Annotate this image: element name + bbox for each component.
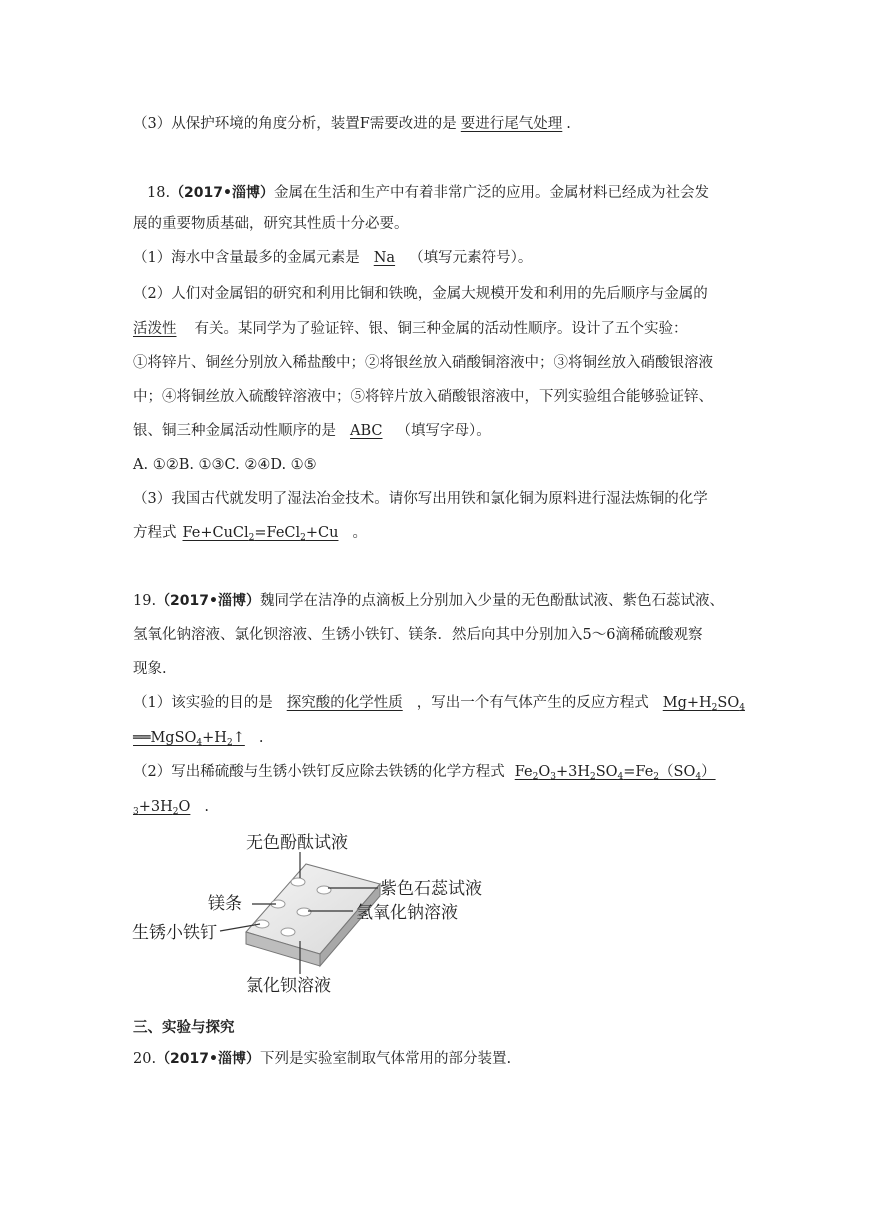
q17-part3-answer: 要进行尾气处理: [460, 116, 563, 132]
q19-stem-line1: [133, 591, 724, 611]
q18-part1: [133, 248, 532, 268]
spot-plate-figure: [128, 826, 488, 1001]
q18-part2-line5-text: 银、铜三种金属活动性顺序的是: [133, 423, 336, 439]
q20-number: 20.: [133, 1051, 157, 1067]
q19-part1-mid: ，写出一个有气体产生的反应方程式: [416, 695, 649, 711]
q18-stem-line2: 展的重要物质基础，研究其性质十分必要。: [133, 216, 409, 232]
q19-stem-line2: 氢氧化钠溶液、氯化钡溶液、生锈小铁钉、镁条．然后向其中分别加入5～6滴稀硫酸观察: [133, 627, 703, 643]
q20-stem-text: 下列是实验室制取气体常用的部分装置.: [259, 1051, 512, 1067]
q17-part3-suffix: .: [566, 116, 571, 132]
label-magnesium: 镁条: [208, 894, 242, 914]
q20-source: （2017•淄博）: [156, 1051, 260, 1067]
q18-number: 18.: [147, 185, 171, 201]
q19-part2-suffix: .: [204, 799, 209, 815]
q18-part3-line2: [133, 523, 367, 548]
q18-part1-text: （1）海水中含量最多的金属元素是: [133, 250, 360, 266]
q19-part1-text: （1）该实验的目的是: [133, 695, 273, 711]
q18-part2-line3: ①将锌片、铜丝分别放入稀盐酸中；②将银丝放入硝酸铜溶液中；③将铜丝放入硝酸银溶液: [133, 355, 713, 371]
q19-source: （2017•淄博）: [156, 593, 260, 609]
q18-stem-text: 金属在生活和生产中有着非常广泛的应用。金属材料已经成为社会发: [273, 185, 709, 201]
q17-part3-text: （3）从保护环境的角度分析，装置F需要改进的是: [133, 116, 457, 132]
q19-part1-suffix: .: [258, 730, 264, 746]
q18-part3-equation: Fe+CuCl$_2$=FeCl$_2$+Cu: [182, 525, 339, 543]
q19-part2-text: （2）写出稀硫酸与生锈小铁钉反应除去铁锈的化学方程式: [133, 764, 505, 780]
q18-part2-line1: （2）人们对金属铝的研究和利用比铜和铁晚，金属大规模开发和利用的先后顺序与金属的: [133, 286, 708, 302]
q19-part1-answer: 探究酸的化学性质: [286, 695, 403, 711]
q18-part2-line4: 中；④将铜丝放入硫酸锌溶液中；⑤将锌片放入硝酸银溶液中，下列实验组合能够验证锌、: [133, 389, 713, 405]
q18-stem-line1: [147, 183, 709, 203]
q19-stem-text: 魏同学在洁净的点滴板上分别加入少量的无色酚酞试液、紫色石蕊试液、: [259, 593, 724, 609]
q18-part1-answer: Na: [373, 250, 396, 266]
q20-stem: [133, 1049, 511, 1069]
q19-part2-equation-a: $Fe_2O_3+3H_2SO_4=Fe_2(SO_4)$: [514, 764, 716, 782]
q19-part2-line1: [133, 762, 716, 787]
q18-part2-line5-suffix: （填写字母）。: [396, 423, 491, 439]
q18-options: A. ①②B. ①③C. ②④D. ①⑤: [133, 457, 317, 473]
q18-part2-answer: 活泼性: [133, 321, 177, 337]
label-phenolphthalein: 无色酚酞试液: [246, 833, 348, 853]
q18-part2-choice-answer: ABC: [350, 423, 383, 439]
q19-number: 19.: [133, 593, 157, 609]
q18-part1-suffix: （填写元素符号）。: [409, 250, 533, 266]
label-bacl2: 氯化钡溶液: [246, 976, 331, 996]
q18-part3-line2-text: 方程式: [133, 525, 177, 541]
q19-part1-equation-a: $Mg+H_2SO_4$: [662, 695, 745, 713]
label-naoh: 氢氧化钠溶液: [356, 903, 458, 923]
q19-part1-line2: [133, 728, 263, 753]
q18-source: （2017•淄博）: [170, 185, 274, 201]
q18-part3-suffix: 。: [352, 525, 367, 541]
q19-stem-line3: 现象.: [133, 661, 167, 677]
q19-part1-equation-b: $══MgSO_4+H_2↑$: [133, 730, 245, 748]
q19-part2-equation-b: $_3+3H_2O$: [133, 799, 191, 817]
q18-part2-line5: [133, 421, 491, 441]
q17-part3: [133, 114, 571, 134]
label-rusty-nail: 生锈小铁钉: [132, 923, 217, 943]
q18-part2-line2-text: 有关。某同学为了验证锌、银、铜三种金属的活动性顺序。设计了五个实验：: [194, 321, 688, 337]
q19-part1-line1: [133, 693, 745, 718]
section-heading: 三、实验与探究: [133, 1020, 235, 1036]
label-litmus: 紫色石蕊试液: [380, 879, 482, 899]
q19-part2-line2: [133, 797, 209, 822]
q18-part2-line2: [133, 319, 688, 339]
q18-part3-line1: （3）我国古代就发明了湿法冶金技术。请你写出用铁和氯化铜为原料进行湿法炼铜的化学: [133, 491, 708, 507]
